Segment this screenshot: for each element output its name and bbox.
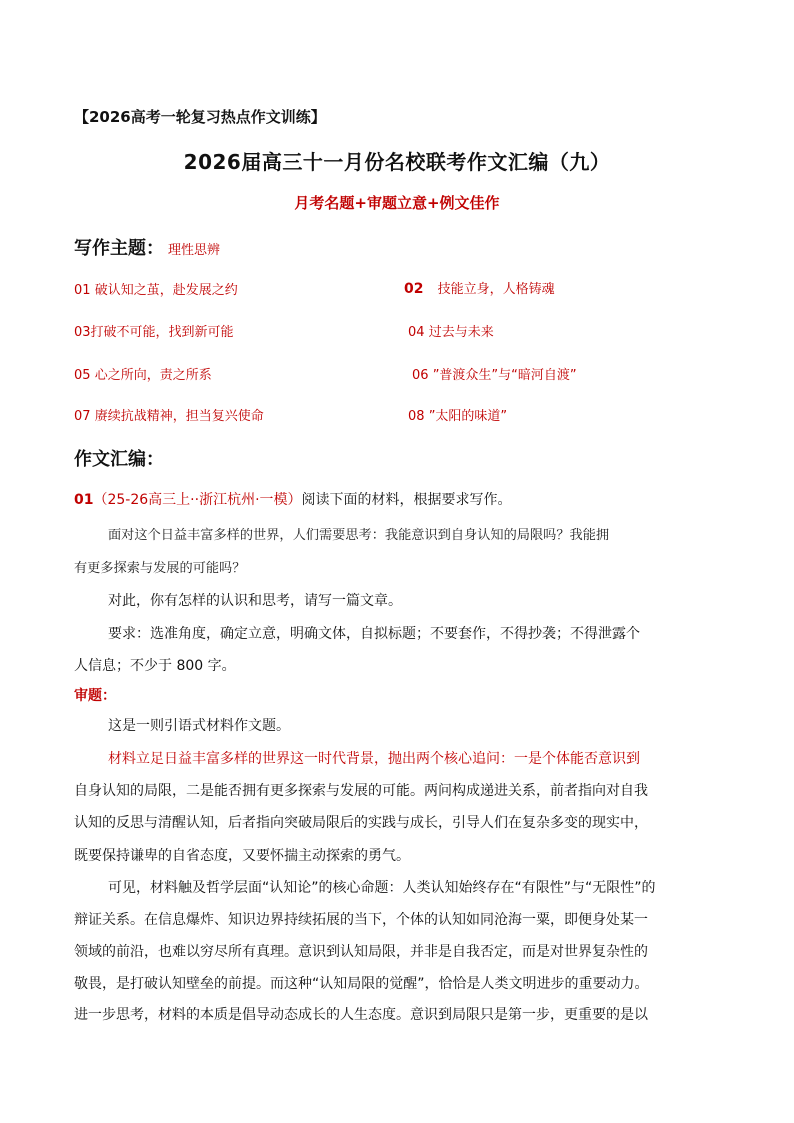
topic-number: 01 <box>74 283 91 298</box>
topic-text: 技能立身，人格铸魂 <box>437 282 555 297</box>
topic-item <box>74 364 212 383</box>
topic-text: 破认知之茧，赴发展之约 <box>94 283 238 298</box>
topic-text: 心之所向，责之所系 <box>94 368 212 383</box>
material-line: 有更多探索与发展的可能吗？ <box>74 561 246 576</box>
topic-item <box>74 405 264 424</box>
topic-text: 赓续抗战精神，担当复兴使命 <box>94 409 264 424</box>
theme-row <box>74 234 220 260</box>
topic-number: 04 <box>408 325 425 340</box>
topic-text: ”太阳的味道” <box>428 409 508 424</box>
topic-number: 05 <box>74 368 91 383</box>
question-instruction: 阅读下面的材料，根据要求写作。 <box>301 492 512 508</box>
topic-item <box>74 279 238 298</box>
topic-item <box>404 278 555 297</box>
analysis-label: 审题： <box>74 688 116 704</box>
topic-text: 过去与未来 <box>428 325 494 340</box>
requirement-line: 要求：选准角度，确定立意，明确文体，自拟标题；不要套作，不得抄袭；不得泄露个 <box>108 626 640 642</box>
topic-text: 打破不可能，找到新可能 <box>90 325 234 340</box>
topic-item <box>408 321 494 340</box>
theme-heading: 写作主题： <box>74 238 164 259</box>
topic-number: 08 <box>408 409 425 424</box>
analysis-text: 材料立足日益丰富多样的世界这一时代背景，抛出两个核心追问：一是个体能否意识到 <box>108 751 640 767</box>
topic-number: 03 <box>74 325 91 340</box>
topic-item <box>412 364 577 383</box>
analysis-line: 辩证关系。在信息爆炸、知识边界持续拓展的当下，个体的认知如同沧海一粟，即便身处某一 <box>74 912 648 928</box>
prompt-text: 对此，你有怎样的认识和思考，请写一篇文章。 <box>108 593 402 609</box>
series-label: 【2026高考一轮复习热点作文训练】 <box>74 108 326 126</box>
topic-number: 07 <box>74 409 91 424</box>
topic-number: 02 <box>404 281 424 297</box>
topic-item <box>408 405 507 424</box>
compile-heading: 作文汇编： <box>74 449 164 470</box>
theme-value: 理性思辨 <box>168 243 221 258</box>
question-source: （25-26高三上··浙江杭州·一模） <box>93 492 302 508</box>
analysis-line: 认知的反思与清醒认知，后者指向突破局限后的实践与成长，引导人们在复杂多变的现实中， <box>74 815 648 831</box>
analysis-line: 领域的前沿，也难以穷尽所有真理。意识到认知局限，并非是自我否定，而是对世界复杂性的 <box>74 944 648 960</box>
analysis-line: 进一步思考，材料的本质是倡导动态成长的人生态度。意识到局限只是第一步，更重要的是以 <box>74 1007 648 1023</box>
requirement-line: 人信息；不少于 800 字。 <box>74 658 236 674</box>
question-number: 01 <box>74 492 94 508</box>
analysis-line: 敬畏，是打破认知壁垒的前提。而这种“认知局限的觉醒”，恰恰是人类文明进步的重要动力。 <box>74 976 649 992</box>
analysis-line: 既要保持谦卑的自省态度，又要怀揣主动探索的勇气。 <box>74 848 410 864</box>
analysis-line: 可见，材料触及哲学层面“认知论”的核心命题：人类认知始终存在“有限性”与“无限性”的 <box>108 880 656 896</box>
material-line: 面对这个日益丰富多样的世界，人们需要思考：我能意识到自身认知的局限吗？我能拥 <box>108 528 610 543</box>
page-title: 2026届高三十一月份名校联考作文汇编（九） <box>183 150 611 174</box>
topic-text: ”普渡众生”与“暗河自渡” <box>432 368 577 383</box>
page-subtitle: 月考名题+审题立意+例文佳作 <box>294 194 500 212</box>
topic-item <box>74 321 234 340</box>
question-intro <box>74 489 512 509</box>
analysis-line <box>108 748 640 768</box>
topic-number: 06 <box>412 368 429 383</box>
analysis-paragraph: 这是一则引语式材料作文题。 <box>108 718 290 734</box>
analysis-line: 自身认知的局限，二是能否拥有更多探索与发展的可能。两问构成递进关系，前者指向对自我 <box>74 783 648 799</box>
